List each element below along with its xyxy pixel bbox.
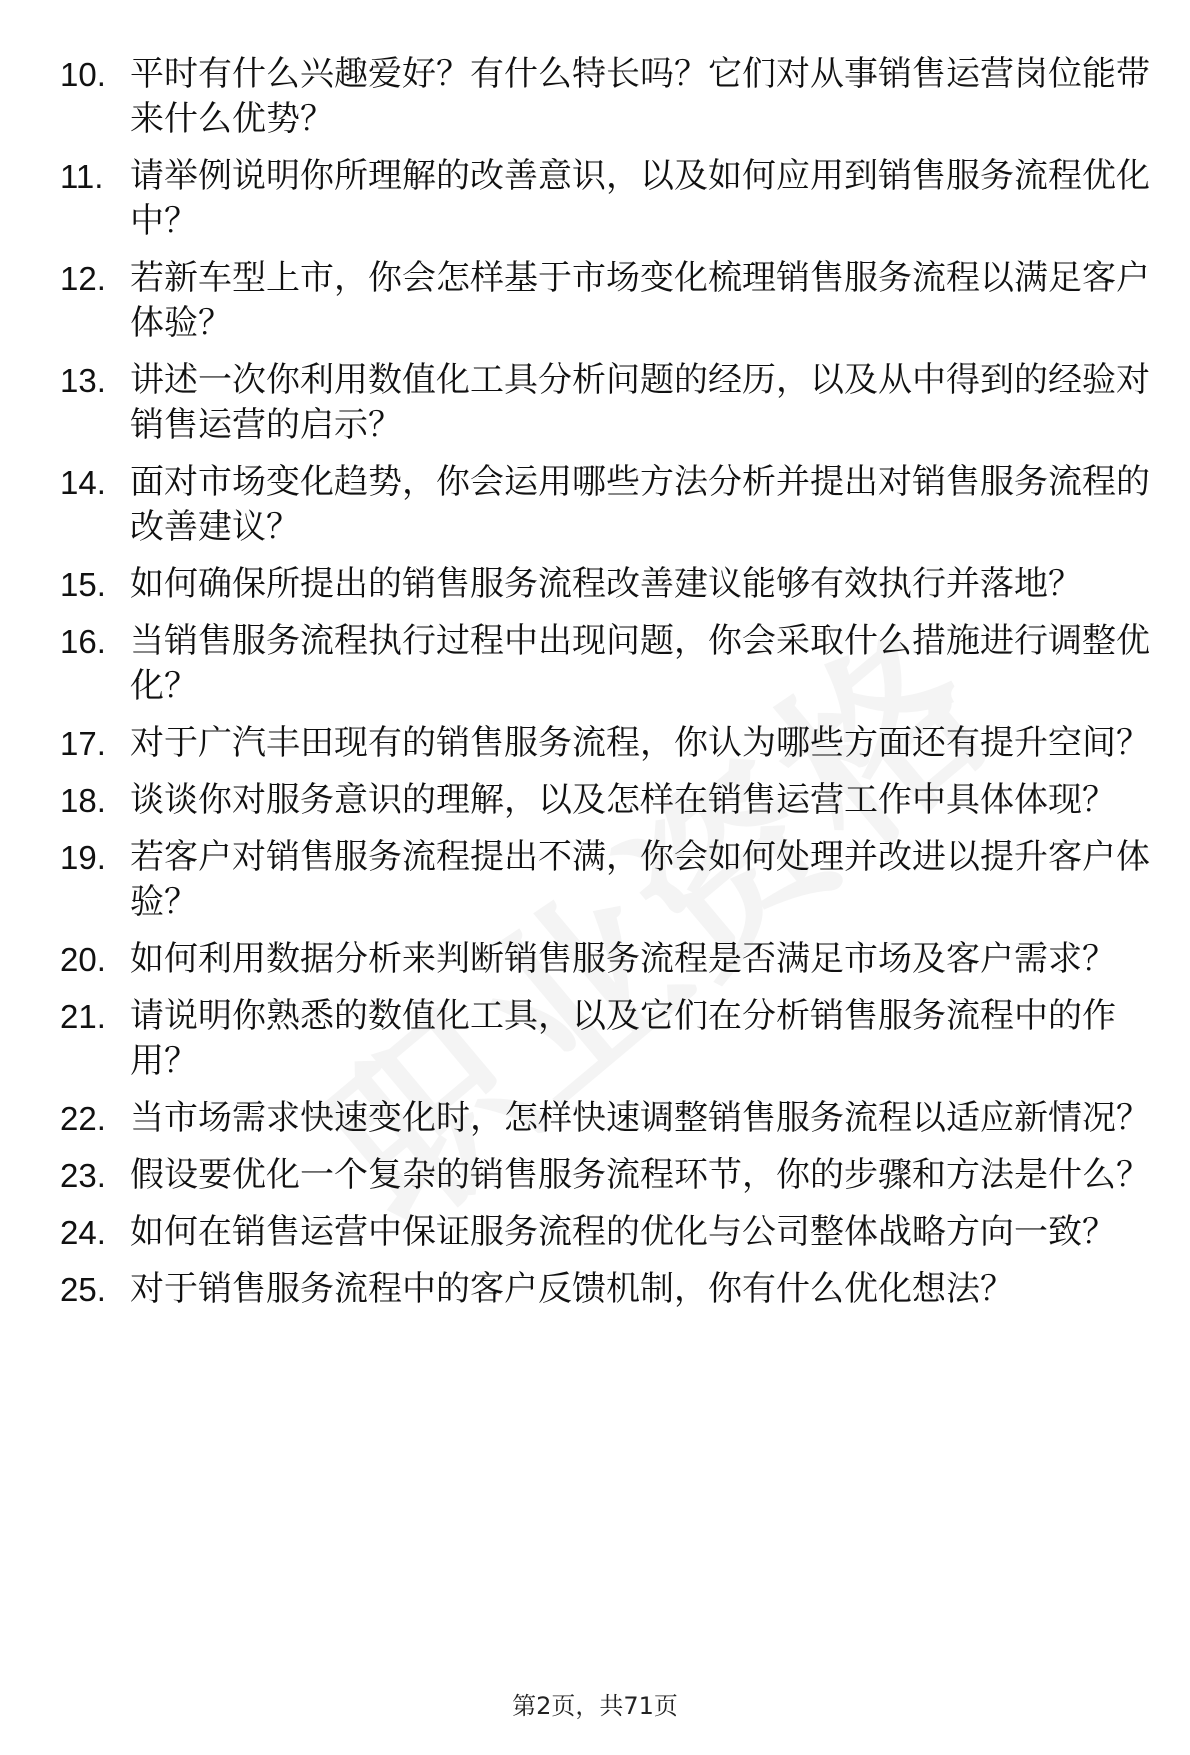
question-number: 11. — [60, 158, 104, 195]
question-text: 若新车型上市，你会怎样基于市场变化梳理销售服务流程以满足客户体验？ — [130, 258, 1150, 343]
question-text: 对于销售服务流程中的客户反馈机制，你有什么优化想法？ — [130, 1269, 1014, 1309]
question-text: 如何确保所提出的销售服务流程改善建议能够有效执行并落地？ — [130, 564, 1082, 604]
question-number: 21. — [60, 998, 106, 1035]
question-item — [60, 256, 1150, 346]
page-footer: 第2页，共71页 — [512, 1692, 678, 1720]
question-number: 13. — [60, 362, 106, 399]
question-number: 25. — [60, 1271, 106, 1308]
question-number: 12. — [60, 260, 106, 297]
question-number: 22. — [60, 1100, 106, 1137]
question-number: 24. — [60, 1214, 106, 1251]
question-number: 10. — [60, 56, 106, 93]
question-number: 18. — [60, 782, 106, 819]
question-item — [60, 1267, 1150, 1312]
question-item — [60, 460, 1150, 550]
question-number: 20. — [60, 941, 106, 978]
question-text: 当销售服务流程执行过程中出现问题，你会采取什么措施进行调整优化？ — [130, 621, 1150, 706]
question-text: 请说明你熟悉的数值化工具，以及它们在分析销售服务流程中的作用？ — [130, 996, 1116, 1081]
question-list — [60, 52, 1150, 1324]
question-text: 如何利用数据分析来判断销售服务流程是否满足市场及客户需求？ — [130, 939, 1116, 979]
question-item — [60, 1153, 1150, 1198]
question-text: 若客户对销售服务流程提出不满，你会如何处理并改进以提升客户体验？ — [130, 837, 1150, 922]
question-item — [60, 619, 1150, 709]
question-text: 请举例说明你所理解的改善意识，以及如何应用到销售服务流程优化中？ — [130, 156, 1150, 241]
question-number: 14. — [60, 464, 106, 501]
question-text: 如何在销售运营中保证服务流程的优化与公司整体战略方向一致？ — [130, 1212, 1116, 1252]
question-number: 15. — [60, 566, 106, 603]
question-item — [60, 835, 1150, 925]
question-item — [60, 154, 1150, 244]
question-text: 当市场需求快速变化时，怎样快速调整销售服务流程以适应新情况？ — [130, 1098, 1150, 1138]
question-item — [60, 994, 1150, 1084]
question-text: 假设要优化一个复杂的销售服务流程环节，你的步骤和方法是什么？ — [130, 1155, 1150, 1195]
question-item — [60, 358, 1150, 448]
question-text: 讲述一次你利用数值化工具分析问题的经历，以及从中得到的经验对销售运营的启示？ — [130, 360, 1150, 445]
question-item — [60, 937, 1150, 982]
question-item — [60, 1096, 1150, 1141]
question-number: 16. — [60, 623, 106, 660]
question-number: 23. — [60, 1157, 106, 1194]
question-text: 谈谈你对服务意识的理解，以及怎样在销售运营工作中具体体现？ — [130, 780, 1116, 820]
question-number: 17. — [60, 725, 106, 762]
question-item — [60, 721, 1150, 766]
question-item — [60, 562, 1150, 607]
question-text: 平时有什么兴趣爱好？有什么特长吗？它们对从事销售运营岗位能带来什么优势？ — [130, 54, 1150, 139]
question-text: 面对市场变化趋势，你会运用哪些方法分析并提出对销售服务流程的改善建议？ — [130, 462, 1150, 547]
question-item — [60, 52, 1150, 142]
question-item — [60, 1210, 1150, 1255]
question-text: 对于广汽丰田现有的销售服务流程，你认为哪些方面还有提升空间？ — [130, 723, 1150, 763]
question-number: 19. — [60, 839, 106, 876]
question-item — [60, 778, 1150, 823]
